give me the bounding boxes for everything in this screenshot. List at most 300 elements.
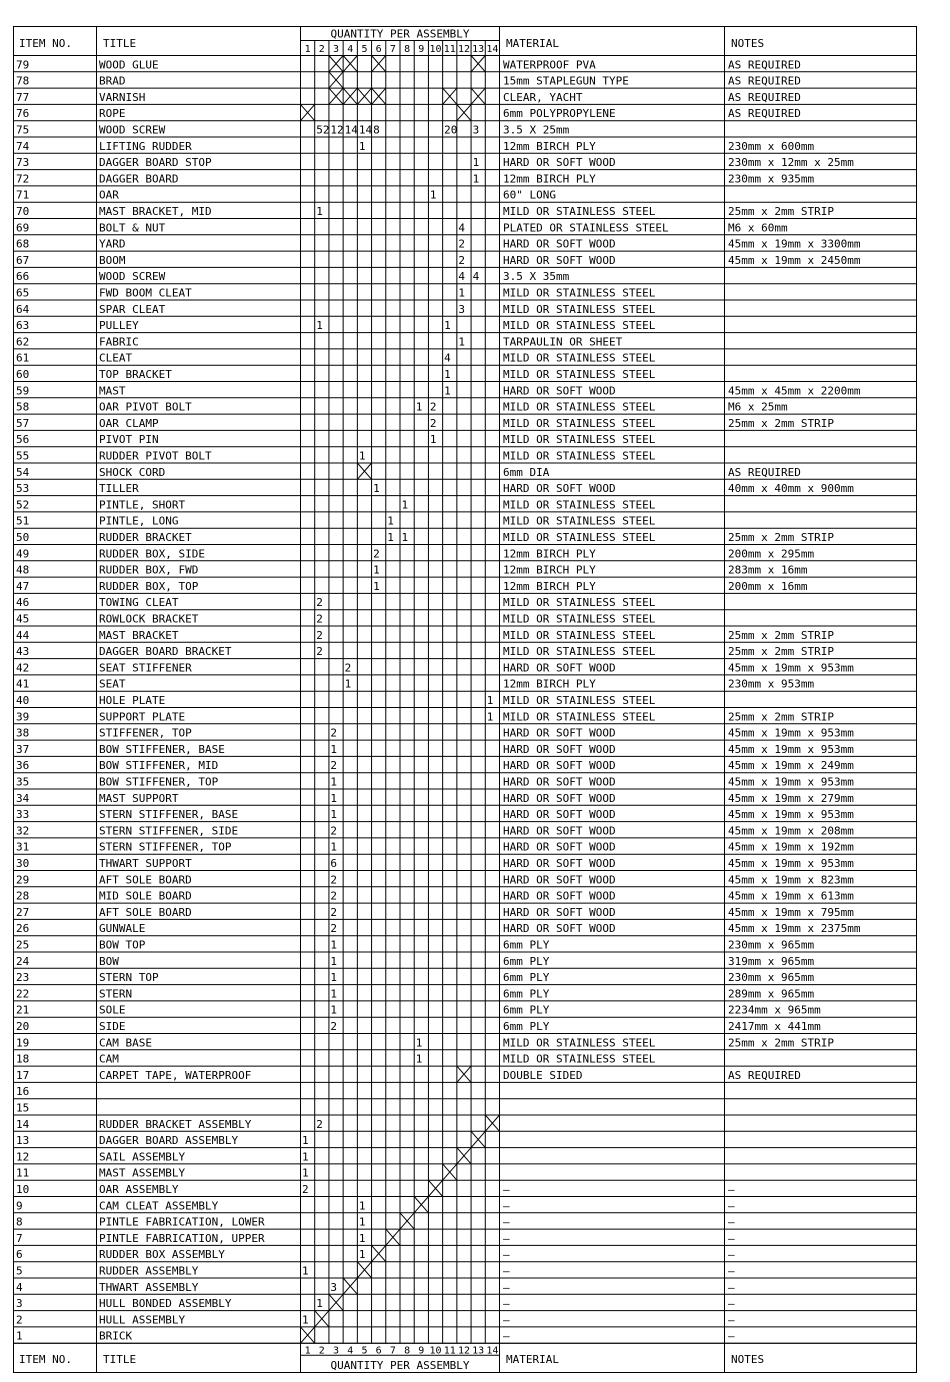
quantity-value: 1 [472,172,480,186]
part-notes: M6 x 25mm [728,400,788,414]
part-material: HARD OR SOFT WOOD [503,889,616,903]
part-material: – [503,1199,510,1213]
assembly-number-footer: 13 [472,1345,485,1357]
part-material: MILD OR STAINLESS STEEL [503,531,656,544]
quantity-value: 1 [358,139,366,153]
part-notes: 45mm x 19mm x 823mm [728,873,854,887]
part-title: TOWING CLEAT [99,596,179,610]
part-title: HOLE PLATE [99,694,166,707]
part-title: OAR PIVOT BOLT [99,400,192,414]
item-number: 4 [16,1280,23,1294]
part-notes: 230mm x 953mm [728,677,815,691]
part-material: MILD OR STAINLESS STEEL [503,286,656,300]
quantity-value: 2 [330,922,338,936]
part-notes: 45mm x 19mm x 953mm [728,775,854,789]
part-notes: AS REQUIRED [728,465,801,479]
assembly-number-footer: 1 [304,1345,311,1357]
part-material: HARD OR SOFT WOOD [503,840,616,854]
item-number: 10 [16,1183,30,1196]
part-material: MILD OR STAINLESS STEEL [503,368,656,381]
part-title: BRAD [99,74,126,88]
part-notes: AS REQUIRED [728,107,801,121]
part-material: 6mm PLY [503,987,550,1001]
part-title: DAGGER BOARD BRACKET [99,645,232,659]
assembly-number-header: 14 [486,44,499,55]
quantity-value: 1 [302,1264,309,1278]
part-notes: – [728,1313,735,1327]
part-title: RUDDER BRACKET [99,531,192,544]
part-title: HULL ASSEMBLY [99,1313,186,1327]
item-number: 24 [16,954,30,968]
part-notes: AS REQUIRED [728,1068,801,1082]
part-title: SEAT STIFFENER [99,661,192,675]
part-material: – [503,1183,510,1196]
part-title: OAR CLAMP [99,416,159,430]
item-number: 66 [16,270,30,284]
part-material: HARD OR SOFT WOOD [503,726,616,740]
part-title: RUDDER BOX, TOP [99,579,199,593]
part-material: 12mm BIRCH PLY [503,563,596,577]
part-material: – [503,1264,510,1278]
part-material: 3.5 X 35mm [503,270,570,284]
part-title: SHOCK CORD [99,465,166,479]
quantity-value: 2 [330,759,338,773]
item-number: 48 [16,563,30,577]
item-number: 5 [16,1264,23,1278]
quantity-value: 2 [344,661,352,675]
item-number: 79 [16,58,30,72]
header-quantity: QUANTITY PER ASSEMBLY [330,27,470,41]
part-title: ROPE [99,107,126,121]
part-title: LIFTING RUDDER [99,139,192,153]
item-number: 31 [16,840,30,854]
quantity-value: 1 [330,938,338,952]
part-title: MAST [99,384,126,398]
quantity-value: 1 [415,400,423,414]
part-material: 12mm BIRCH PLY [503,579,596,593]
quantity-value: 1 [373,563,380,577]
part-material: MILD OR STAINLESS STEEL [503,416,656,430]
quantity-value: 3 [330,1280,338,1294]
assembly-number-header: 13 [472,44,485,55]
quantity-value: 14 [358,123,373,137]
quantity-value: 2 [316,1117,323,1131]
quantity-value: 1 [401,498,409,512]
header-item-no: ITEM NO. [19,37,72,50]
part-material: MILD OR STAINLESS STEEL [503,351,656,365]
item-number: 16 [16,1085,30,1099]
part-title: PINTLE, LONG [99,514,179,528]
footer-quantity: QUANTITY PER ASSEMBLY [330,1359,470,1372]
quantity-value: 2 [330,1020,338,1033]
item-number: 56 [16,433,30,447]
quantity-value: 1 [387,514,394,528]
assembly-number-footer: 3 [333,1345,340,1357]
part-title: MID SOLE BOARD [99,889,192,903]
part-material: – [503,1297,510,1311]
part-notes: 319mm x 965mm [728,954,815,968]
quantity-value: 2 [458,253,465,267]
part-notes: 230mm x 600mm [728,139,815,153]
part-notes: – [728,1248,735,1262]
quantity-value: 1 [330,987,338,1001]
part-notes: AS REQUIRED [728,74,801,88]
part-material: 6mm POLYPROPYLENE [503,107,616,121]
quantity-value: 4 [458,270,465,284]
part-material: – [503,1313,510,1327]
part-title: STERN STIFFENER, SIDE [99,824,239,838]
part-title: DAGGER BOARD ASSEMBLY [99,1134,239,1148]
part-notes: – [728,1329,735,1343]
quantity-value: 1 [316,205,323,218]
part-notes: 45mm x 19mm x 953mm [728,857,854,870]
part-material: 12mm BIRCH PLY [503,547,596,561]
item-number: 7 [16,1231,23,1245]
part-title: RUDDER BOX, SIDE [99,547,205,561]
quantity-value: 1 [302,1166,309,1180]
part-material: HARD OR SOFT WOOD [503,661,616,675]
part-notes: 45mm x 19mm x 2450mm [728,253,861,267]
part-title: STERN STIFFENER, BASE [99,808,239,822]
part-material: WATERPROOF PVA [503,58,596,72]
part-title: MAST BRACKET [99,628,179,642]
part-title: SIDE [99,1020,126,1033]
part-title: RUDDER BOX, FWD [99,563,199,577]
quantity-value: 1 [358,1248,366,1262]
table-rows [16,44,861,1357]
assembly-number-header: 5 [361,44,368,55]
part-notes: 45mm x 19mm x 613mm [728,889,854,903]
quantity-value: 1 [387,531,394,544]
item-number: 52 [16,498,30,512]
item-number: 12 [16,1150,30,1164]
item-number: 76 [16,107,30,121]
part-material: 3.5 X 25mm [503,123,570,137]
part-title: PULLEY [99,319,139,333]
part-material: 15mm STAPLEGUN TYPE [503,74,629,88]
part-title: BOOM [99,253,126,267]
quantity-value: 2 [316,612,323,626]
item-number: 32 [16,824,30,838]
item-number: 42 [16,661,30,675]
assembly-number-header: 8 [404,44,411,55]
part-notes: 2234mm x 965mm [728,1003,821,1017]
part-notes: 45mm x 19mm x 953mm [728,726,854,740]
part-notes: 230mm x 935mm [728,172,815,186]
quantity-value: 4 [444,351,451,365]
part-material: MILD OR STAINLESS STEEL [503,628,656,642]
item-number: 59 [16,384,30,398]
quantity-value: 1 [458,286,465,300]
part-notes: 45mm x 19mm x 192mm [728,840,854,854]
part-notes: 25mm x 2mm STRIP [728,710,834,724]
part-material: HARD OR SOFT WOOD [503,824,616,838]
part-material: HARD OR SOFT WOOD [503,791,616,805]
part-title: WOOD SCREW [99,123,166,137]
part-title: FWD BOOM CLEAT [99,286,192,300]
part-title: OAR ASSEMBLY [99,1183,179,1196]
quantity-value: 1 [458,335,465,349]
item-number: 75 [16,123,30,137]
part-material: HARD OR SOFT WOOD [503,905,616,919]
quantity-value: 1 [444,368,451,381]
part-material: MILD OR STAINLESS STEEL [503,596,656,610]
footer-notes: NOTES [731,1353,765,1366]
part-material: MILD OR STAINLESS STEEL [503,710,656,724]
part-title: MAST ASSEMBLY [99,1166,186,1180]
item-number: 11 [16,1166,30,1180]
part-notes: – [728,1280,735,1294]
part-material: MILD OR STAINLESS STEEL [503,433,656,447]
part-title: SUPPORT PLATE [99,710,186,724]
quantity-value: 1 [302,1313,309,1327]
part-notes: 283mm x 16mm [728,563,808,577]
part-material: 12mm BIRCH PLY [503,139,596,153]
assembly-number-footer: 12 [457,1345,470,1357]
part-material: MILD OR STAINLESS STEEL [503,400,656,414]
part-notes: – [728,1199,735,1213]
item-number: 61 [16,351,30,365]
part-material: – [503,1231,510,1245]
part-notes: 25mm x 2mm STRIP [728,628,834,642]
quantity-value: 1 [330,808,338,822]
quantity-value: 1 [401,531,409,544]
part-material: MILD OR STAINLESS STEEL [503,302,656,316]
item-number: 33 [16,808,30,822]
item-number: 47 [16,579,30,593]
part-notes: – [728,1264,735,1278]
item-number: 65 [16,286,30,300]
item-number: 2 [16,1313,23,1327]
header-title: TITLE [103,37,137,50]
part-material: 6mm PLY [503,1003,550,1017]
part-material: MILD OR STAINLESS STEEL [503,645,656,659]
quantity-value: 1 [429,188,437,202]
part-title: BOW STIFFENER, BASE [99,742,225,756]
part-title: BOW STIFFENER, MID [99,759,219,773]
quantity-value: 1 [316,319,323,333]
part-title: OAR [99,188,119,202]
quantity-value: 14 [344,123,358,137]
part-notes: 45mm x 19mm x 279mm [728,791,854,805]
quantity-value: 1 [373,579,380,593]
item-number: 69 [16,221,30,235]
part-material: – [503,1215,510,1229]
part-title: RUDDER PIVOT BOLT [99,449,212,463]
item-number: 64 [16,302,30,316]
part-title: STERN STIFFENER, TOP [99,840,232,854]
assembly-number-footer: 5 [361,1345,368,1357]
assembly-number-footer: 14 [486,1345,499,1357]
part-material: MILD OR STAINLESS STEEL [503,694,656,707]
item-number: 30 [16,857,30,870]
part-material: DOUBLE SIDED [503,1068,583,1082]
part-title: CAM [99,1052,119,1066]
quantity-value: 2 [316,596,323,610]
part-material: 60" LONG [503,188,556,202]
quantity-value: 1 [330,1003,338,1017]
item-number: 37 [16,742,30,756]
quantity-value: 1 [486,694,494,707]
item-number: 39 [16,710,30,724]
part-notes: 45mm x 19mm x 795mm [728,905,854,919]
item-number: 27 [16,905,30,919]
item-number: 54 [16,465,30,479]
part-title: SOLE [99,1003,126,1017]
part-title: SEAT [99,677,126,691]
part-title: DAGGER BOARD [99,172,179,186]
item-number: 41 [16,677,30,691]
item-number: 36 [16,759,30,773]
part-material: 6mm PLY [503,954,550,968]
part-title: BOW [99,954,119,968]
item-number: 34 [16,791,30,805]
assembly-number-footer: 10 [429,1345,442,1357]
assembly-number-header: 12 [457,44,470,55]
quantity-value: 2 [458,237,465,251]
footer-item-no: ITEM NO. [19,1353,72,1366]
item-number: 44 [16,628,30,642]
quantity-value: 1 [330,840,338,854]
part-material: – [503,1248,510,1262]
part-title: AFT SOLE BOARD [99,905,192,919]
part-notes: 230mm x 965mm [728,971,815,985]
item-number: 3 [16,1297,23,1311]
part-material: MILD OR STAINLESS STEEL [503,1036,656,1050]
quantity-value: 1 [330,971,338,985]
quantity-value: 2 [330,873,338,887]
part-material: MILD OR STAINLESS STEEL [503,514,656,528]
quantity-value: 20 [444,123,458,137]
part-notes: 289mm x 965mm [728,987,815,1001]
quantity-value: 2 [373,547,380,561]
part-notes: 230mm x 12mm x 25mm [728,156,854,170]
item-number: 74 [16,139,30,153]
quantity-value: 1 [358,1199,366,1213]
part-notes: 25mm x 2mm STRIP [728,1036,834,1050]
quantity-value: 2 [429,400,437,414]
part-title: RUDDER ASSEMBLY [99,1264,199,1278]
quantity-value: 2 [330,889,338,903]
assembly-number-footer: 9 [418,1345,425,1357]
quantity-value: 2 [316,645,323,659]
quantity-value: 1 [316,1297,323,1311]
part-material: HARD OR SOFT WOOD [503,857,616,870]
part-material: MILD OR STAINLESS STEEL [503,498,656,512]
quantity-value: 1 [358,449,366,463]
part-notes: – [728,1231,735,1245]
part-material: HARD OR SOFT WOOD [503,482,616,496]
item-number: 46 [16,596,30,610]
item-number: 26 [16,922,30,936]
assembly-number-header: 3 [333,44,340,55]
assembly-number-footer: 8 [404,1345,411,1357]
part-notes: AS REQUIRED [728,58,801,72]
item-number: 72 [16,172,30,186]
part-material: 12mm BIRCH PLY [503,677,596,691]
part-material: MILD OR STAINLESS STEEL [503,612,656,626]
part-title: BRICK [99,1329,133,1343]
item-number: 43 [16,645,30,659]
item-number: 45 [16,612,30,626]
part-notes: 2417mm x 441mm [728,1020,821,1033]
part-title: DAGGER BOARD STOP [99,156,212,170]
part-notes: 45mm x 19mm x 2375mm [728,922,861,936]
part-material: 6mm DIA [503,465,550,479]
quantity-value: 1 [358,1215,366,1229]
quantity-value: 2 [330,824,338,838]
part-material: HARD OR SOFT WOOD [503,237,616,251]
quantity-value: 1 [330,775,338,789]
item-number: 15 [16,1101,30,1115]
assembly-number-header: 10 [429,44,442,55]
part-title: HULL BONDED ASSEMBLY [99,1297,232,1311]
quantity-value: 1 [344,677,352,691]
part-material: MILD OR STAINLESS STEEL [503,319,656,333]
item-number: 60 [16,368,30,381]
quantity-value: 1 [472,156,480,170]
part-title: CAM BASE [99,1036,152,1050]
quantity-value: 2 [302,1183,309,1196]
part-title: PINTLE FABRICATION, LOWER [99,1215,265,1229]
part-title: BOW TOP [99,938,146,952]
part-title: FABRIC [99,335,139,349]
quantity-value: 3 [472,123,480,137]
item-number: 63 [16,319,30,333]
header-notes: NOTES [731,37,765,50]
footer-title: TITLE [103,1353,137,1366]
item-number: 22 [16,987,30,1001]
item-number: 73 [16,156,30,170]
part-title: CAM CLEAT ASSEMBLY [99,1199,219,1213]
quantity-value: 6 [330,857,338,870]
part-title: MAST BRACKET, MID [99,205,212,218]
part-title: CARPET TAPE, WATERPROOF [99,1068,252,1082]
assembly-number-footer: 2 [318,1345,325,1357]
item-number: 21 [16,1003,30,1017]
quantity-value: 8 [373,123,380,137]
quantity-value: 1 [429,433,437,447]
item-number: 51 [16,514,30,528]
quantity-value: 52 [316,123,330,137]
part-material: HARD OR SOFT WOOD [503,742,616,756]
part-title: PIVOT PIN [99,433,159,447]
part-title: PINTLE, SHORT [99,498,186,512]
assembly-number-header: 2 [318,44,325,55]
part-notes: 45mm x 19mm x 208mm [728,824,854,838]
part-material: MILD OR STAINLESS STEEL [503,205,656,218]
assembly-number-header: 11 [443,44,456,55]
part-title: THWART ASSEMBLY [99,1280,199,1294]
part-notes: – [728,1215,735,1229]
quantity-value: 2 [330,905,338,919]
part-material: MILD OR STAINLESS STEEL [503,449,656,463]
item-number: 49 [16,547,30,561]
part-notes: 25mm x 2mm STRIP [728,645,834,659]
item-number: 9 [16,1199,23,1213]
part-notes: 45mm x 19mm x 953mm [728,742,854,756]
part-material: – [503,1329,510,1343]
part-material: HARD OR SOFT WOOD [503,253,616,267]
part-material: CLEAR, YACHT [503,90,583,104]
part-title: PINTLE FABRICATION, UPPER [99,1231,265,1245]
part-title: STERN TOP [99,971,159,985]
part-notes: 45mm x 45mm x 2200mm [728,384,861,398]
assembly-number-header: 6 [375,44,382,55]
part-material: PLATED OR STAINLESS STEEL [503,221,669,235]
part-title: YARD [99,237,126,251]
part-notes: 200mm x 295mm [728,547,815,561]
